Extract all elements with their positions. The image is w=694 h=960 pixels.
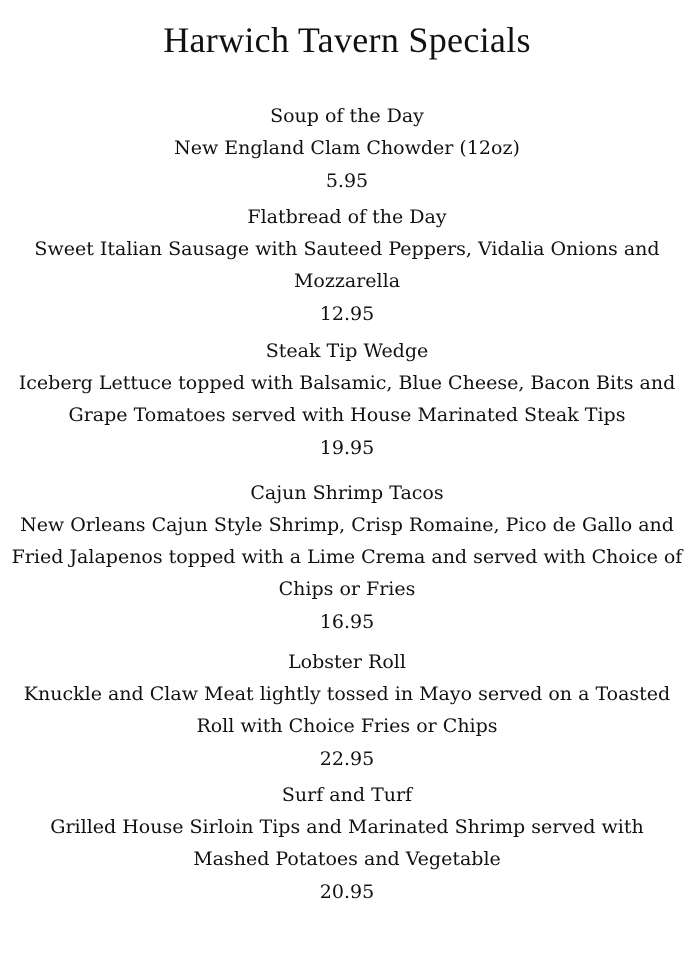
menu-item-name: Lobster Roll	[288, 651, 406, 673]
menu-item-description	[0, 233, 694, 297]
menu-item-description	[0, 367, 694, 431]
menu-item-description	[0, 811, 694, 875]
description-line: Sweet Italian Sausage with Sauteed Peppers, Vidalia Onions and	[34, 238, 660, 260]
menu-item-description	[0, 678, 694, 742]
menu-item-description	[0, 132, 694, 164]
menu-item-name: Soup of the Day	[270, 105, 424, 127]
menu-item-price: 19.95	[319, 437, 375, 459]
menu-item-name: Steak Tip Wedge	[265, 340, 429, 362]
description-line: Mozzarella	[293, 270, 401, 292]
menu-item	[0, 100, 694, 197]
menu-title: Harwich Tavern Specials	[163, 20, 531, 60]
menu-item-description	[0, 509, 694, 605]
menu-item-price: 12.95	[319, 303, 375, 325]
description-line: New Orleans Cajun Style Shrimp, Crisp Romaine, Pico de Gallo and	[20, 514, 674, 536]
description-line: Fried Jalapenos topped with a Lime Crema and served with Choice of	[11, 546, 683, 568]
menu-item	[0, 477, 694, 638]
menu-item	[0, 201, 694, 330]
menu-item-name: Surf and Turf	[281, 784, 413, 806]
description-line: Chips or Fries	[278, 578, 416, 600]
menu-item-name: Flatbread of the Day	[247, 206, 447, 228]
menu-item-price: 22.95	[319, 748, 375, 770]
menu-item	[0, 779, 694, 908]
description-line: Iceberg Lettuce topped with Balsamic, Blue Cheese, Bacon Bits and	[18, 372, 676, 394]
menu-item	[0, 335, 694, 464]
description-line: Roll with Choice Fries or Chips	[196, 715, 498, 737]
description-line: Grape Tomatoes served with House Marinated Steak Tips	[68, 404, 626, 426]
menu-item	[0, 646, 694, 775]
description-line: Grilled House Sirloin Tips and Marinated Shrimp served with	[50, 816, 644, 838]
menu-item-name: Cajun Shrimp Tacos	[250, 482, 444, 504]
description-line: Mashed Potatoes and Vegetable	[193, 848, 501, 870]
menu-item-price: 20.95	[319, 881, 375, 903]
description-line: New England Clam Chowder (12oz)	[174, 137, 520, 159]
menu-item-price: 5.95	[325, 170, 369, 192]
description-line: Knuckle and Claw Meat lightly tossed in Mayo served on a Toasted	[23, 683, 671, 705]
menu-item-price: 16.95	[319, 611, 375, 633]
